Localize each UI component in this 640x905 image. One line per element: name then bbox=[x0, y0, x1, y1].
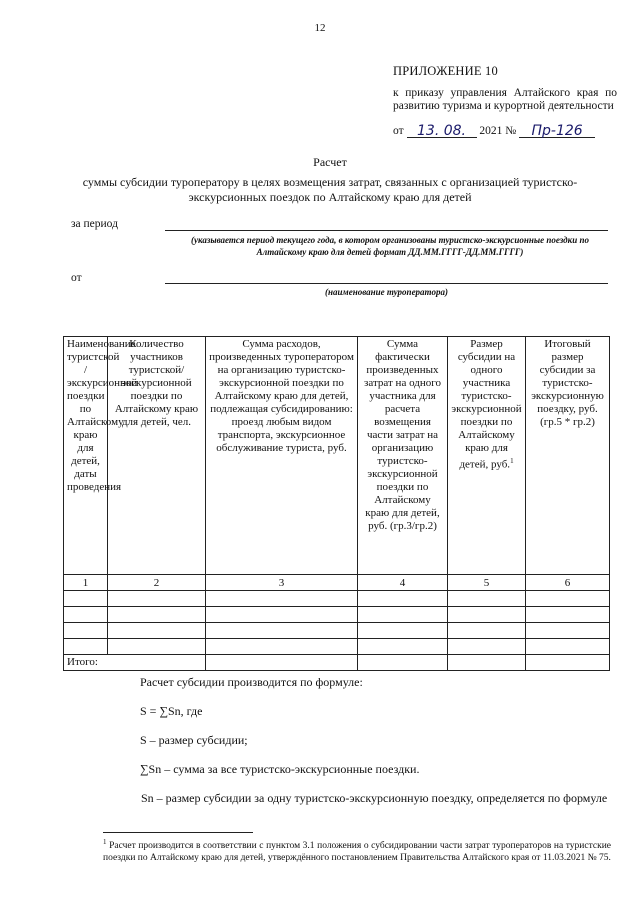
subsidy-table bbox=[63, 336, 610, 671]
table-cell bbox=[64, 607, 108, 623]
appendix-title: ПРИЛОЖЕНИЕ 10 bbox=[393, 64, 498, 78]
order-reference: к приказу управления Алтайского края по развитию туризма и курортной деятельности bbox=[393, 87, 617, 112]
table-cell bbox=[448, 655, 526, 671]
footnote bbox=[103, 836, 611, 864]
period-fill-line bbox=[165, 230, 608, 231]
document-title bbox=[70, 155, 590, 205]
handwritten-date: 13. 08. bbox=[407, 124, 477, 138]
operator-fill-line bbox=[165, 283, 608, 284]
table-cell bbox=[108, 607, 206, 623]
column-number: 4 bbox=[358, 575, 448, 591]
table-cell bbox=[358, 591, 448, 607]
table-cell bbox=[448, 591, 526, 607]
footnote-text: Расчет производится в соответствии с пунктом 3.1 положения о субсидировании части затрат туроператоров на туристские поездки по Алтайскому краю для детей, утверждённого постановлением Правительства Алтайского края от 11.03.2021 № 75. bbox=[103, 841, 612, 864]
total-row bbox=[64, 655, 610, 671]
header-cell-4: Сумма фактически произведенных затрат на одного участника для расчета возмещения части затрат на организацию туристско-экскурсионной поездки по Алтайскому краю для детей, руб. (гр.3/гр.2) bbox=[358, 337, 448, 575]
page-number: 12 bbox=[314, 22, 326, 34]
column-number: 3 bbox=[206, 575, 358, 591]
total-label: Итого: bbox=[64, 655, 206, 671]
date-prefix: от bbox=[393, 125, 404, 137]
footnote-mark: 1 bbox=[103, 838, 107, 846]
table-cell bbox=[526, 639, 610, 655]
s-definition: S – размер субсидии; bbox=[140, 733, 248, 747]
header-cell-5 bbox=[448, 337, 526, 575]
period-label: за период bbox=[71, 218, 118, 230]
sn-definition: Sn – размер субсидии за одну туристско-экскурсионную поездку, определяется по формуле bbox=[141, 791, 608, 805]
table-cell bbox=[108, 623, 206, 639]
column-number: 6 bbox=[526, 575, 610, 591]
table-cell bbox=[206, 607, 358, 623]
formula-line: S = ∑Sn, где bbox=[140, 704, 203, 718]
table-header-row bbox=[64, 337, 610, 575]
table-cell bbox=[358, 623, 448, 639]
table-cell bbox=[206, 591, 358, 607]
table-cell bbox=[206, 639, 358, 655]
table-cell bbox=[64, 639, 108, 655]
header-cell-5-text: Размер субсидии на одного участника туристско-экскурсионной поездки по Алтайскому краю для детей, руб. bbox=[451, 338, 522, 471]
table-cell bbox=[526, 591, 610, 607]
handwritten-order-number: Пр-126 bbox=[519, 124, 595, 138]
order-year: 2021 № bbox=[479, 125, 517, 137]
operator-label: от bbox=[71, 272, 82, 284]
table-cell bbox=[526, 607, 610, 623]
column-number: 5 bbox=[448, 575, 526, 591]
operator-note: (наименование туроператора) bbox=[325, 287, 448, 297]
table-cell bbox=[64, 623, 108, 639]
header-cell-6: Итоговый размер субсидии за туристско-экскурсионную поездку, руб. (гр.5 * гр.2) bbox=[526, 337, 610, 575]
formula-intro: Расчет субсидии производится по формуле: bbox=[140, 675, 363, 689]
table-cell bbox=[108, 639, 206, 655]
table-row bbox=[64, 623, 610, 639]
period-note: (указывается период текущего года, в котором организованы туристско-экскурсионные поездки по Алтайскому краю для детей формат ДД.ММ.ГГГГ-ДД.ММ.ГГГГ) bbox=[191, 235, 589, 257]
order-date-line bbox=[393, 124, 617, 138]
footnote-ref: 1 bbox=[510, 457, 514, 465]
header-cell-3: Сумма расходов, произведенных туроператором на организацию туристско-экскурсионной поездки по Алтайскому краю для детей, подлежащая субсидированию: проезд любым видом транспорта, экскурсионное обслуживание туриста, руб. bbox=[206, 337, 358, 575]
sum-definition: ∑Sn – сумма за все туристско-экскурсионные поездки. bbox=[140, 762, 420, 776]
table-cell bbox=[526, 655, 610, 671]
table-cell bbox=[448, 607, 526, 623]
table-cell bbox=[358, 639, 448, 655]
table-cell bbox=[108, 591, 206, 607]
table-row bbox=[64, 591, 610, 607]
table-cell bbox=[358, 607, 448, 623]
table-cell bbox=[358, 655, 448, 671]
table-row bbox=[64, 639, 610, 655]
header-cell-2: Количество участников туристской/экскурсионной поездки по Алтайскому краю для детей, чел. bbox=[108, 337, 206, 575]
title-line-2: суммы субсидии туроператору в целях возмещения затрат, связанных с организацией туристско-экскурсионных поездок по Алтайскому краю для детей bbox=[82, 175, 578, 204]
table-cell bbox=[206, 655, 358, 671]
title-line-1: Расчет bbox=[313, 155, 347, 169]
table-cell bbox=[448, 623, 526, 639]
table-cell bbox=[206, 623, 358, 639]
footnote-separator bbox=[103, 832, 253, 833]
column-number-row bbox=[64, 575, 610, 591]
table-cell bbox=[64, 591, 108, 607]
table-row bbox=[64, 607, 610, 623]
column-number: 2 bbox=[108, 575, 206, 591]
table-cell bbox=[526, 623, 610, 639]
table-cell bbox=[448, 639, 526, 655]
column-number: 1 bbox=[64, 575, 108, 591]
header-cell-1: Наименование туристской / экскурсионной поездки по Алтайскому краю для детей, даты проведения bbox=[64, 337, 108, 575]
